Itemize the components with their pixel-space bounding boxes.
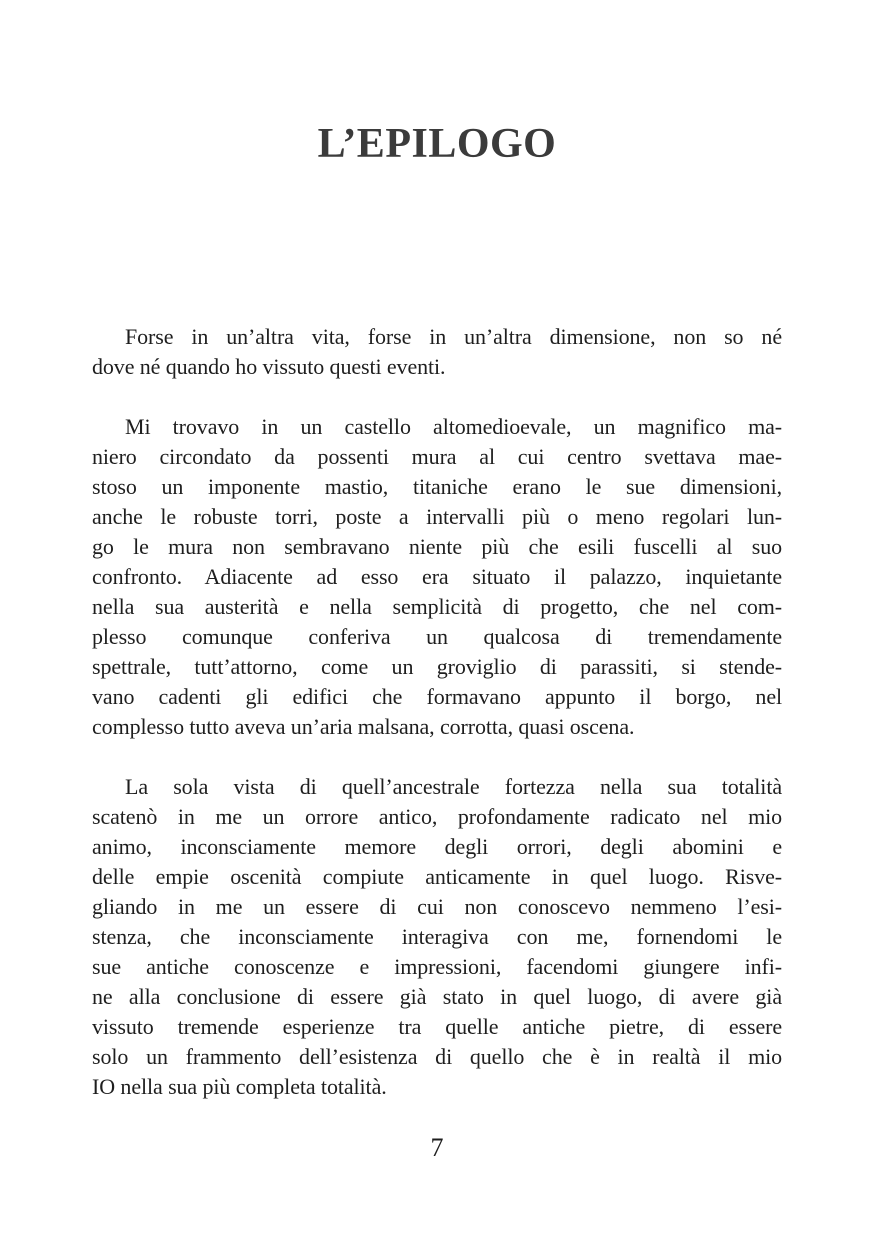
text-line: confronto. Adiacente ad esso era situato il palazzo, inquietante xyxy=(92,564,782,589)
text-line: ne alla conclusione di essere già stato in quel luogo, di avere già xyxy=(92,984,782,1009)
text-line: IO nella sua più completa totalità. xyxy=(92,1074,387,1099)
text-line: gliando in me un essere di cui non conoscevo nemmeno l’esi- xyxy=(92,894,782,919)
paragraph xyxy=(92,322,782,382)
text-line: delle empie oscenità compiute anticamente in quel luogo. Risve- xyxy=(92,864,782,889)
paragraph xyxy=(92,772,782,1102)
text-line: stoso un imponente mastio, titaniche erano le sue dimensioni, xyxy=(92,474,782,499)
text-line: complesso tutto aveva un’aria malsana, corrotta, quasi oscena. xyxy=(92,714,635,739)
chapter-title: L’EPILOGO xyxy=(317,121,557,167)
text-line: vano cadenti gli edifici che formavano appunto il borgo, nel xyxy=(92,684,782,709)
text-line: Forse in un’altra vita, forse in un’altra dimensione, non so né xyxy=(125,324,782,349)
page-number: 7 xyxy=(430,1133,444,1162)
text-line: scatenò in me un orrore antico, profondamente radicato nel mio xyxy=(92,804,782,829)
text-line: Mi trovavo in un castello altomedioevale, un magnifico ma- xyxy=(125,414,782,439)
text-line: spettrale, tutt’attorno, come un groviglio di parassiti, si stende- xyxy=(92,654,782,679)
text-line: vissuto tremende esperienze tra quelle antiche pietre, di essere xyxy=(92,1014,782,1039)
text-line: niero circondato da possenti mura al cui centro svettava mae- xyxy=(92,444,782,469)
body-text xyxy=(92,322,782,1102)
text-line: La sola vista di quell’ancestrale fortezza nella sua totalità xyxy=(125,774,782,799)
text-line: sue antiche conoscenze e impressioni, facendomi giungere infi- xyxy=(92,954,782,979)
text-line: anche le robuste torri, poste a intervalli più o meno regolari lun- xyxy=(92,504,782,529)
text-line: plesso comunque conferiva un qualcosa di tremendamente xyxy=(92,624,782,649)
text-line: nella sua austerità e nella semplicità di progetto, che nel com- xyxy=(92,594,782,619)
paragraph xyxy=(92,412,782,742)
text-line: animo, inconsciamente memore degli orrori, degli abomini e xyxy=(92,834,782,859)
text-line: solo un frammento dell’esistenza di quello che è in realtà il mio xyxy=(92,1044,782,1069)
text-line: go le mura non sembravano niente più che esili fuscelli al suo xyxy=(92,534,782,559)
text-line: dove né quando ho vissuto questi eventi. xyxy=(92,354,446,379)
text-line: stenza, che inconsciamente interagiva con me, fornendomi le xyxy=(92,924,782,949)
